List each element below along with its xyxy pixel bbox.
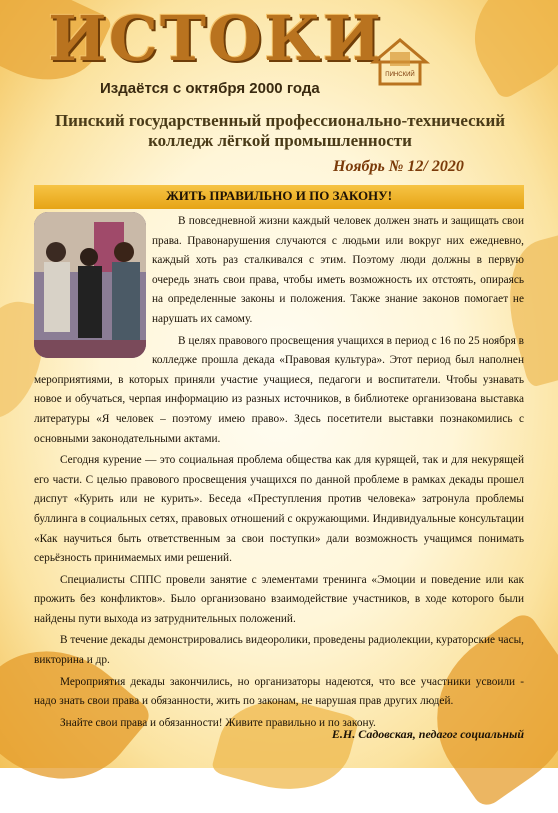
author-signature: Е.Н. Садовская, педагог социальный (331, 727, 524, 741)
college-name: Пинский государственный профессионально-технический колледж лёгкой промышленности (54, 111, 506, 150)
article-headline: ЖИТЬ ПРАВИЛЬНО И ПО ЗАКОНУ! (165, 188, 393, 203)
masthead-title: ИСТОКИ (48, 2, 384, 75)
paragraph: В целях правового просвещения учащихся в период с 16 по 25 ноября в колледже прошла декада «Правовая культура». Этот период был наполнен мероприятиями, в которых приняли участие учащиеся, педагоги и воспитатели. Чтобы узнавать новое и обучаться, черпая информацию из разных источников, в библиотеке организована выставка литературы «Я человек – поэтому имею право». Здесь посетители выставки познакомились с основными законодательными актами. (34, 334, 524, 445)
paragraph: Знайте свои права и обязанности! Живите правильно и по закону. (60, 716, 376, 729)
paragraph: Специалисты СППС провели занятие с элементами тренинга «Эмоции и поведение или как прожить без конфликтов». Было организовано взаимодействие участников, в ходе которого были найдены пути выхода из затруднительных положений. (34, 573, 524, 625)
paragraph: В течение декады демонстрировались видеоролики, проведены радиолекции, кураторские часы, викторина и др. (34, 634, 524, 667)
paragraph: Мероприятия декады закончились, но организаторы надеются, что все участники усвоили - надо знать свои права и обязанности, жить по законам, не нарушая прав других людей. (34, 675, 524, 708)
paragraph: В повседневной жизни каждый человек должен знать и защищать свои права. Правонарушения случаются с людьми или вокруг них ежедневно, каждый хоть раз сталкивался с этим. Поэтому люди должны в первую очередь знать свои права, чтобы иметь возможность их отстоять, опираясь на определенные законы и положения. Также знание законов помогает не нарушать их самому. (152, 215, 524, 325)
issue-number: Ноябрь № 12/ 2020 (333, 158, 464, 175)
college-logo (368, 34, 432, 90)
article-body (34, 212, 524, 735)
svg-text:ПИНСКИЙ: ПИНСКИЙ (385, 72, 415, 78)
paragraph: Сегодня курение — это социальная проблема общества как для курящей, так и для некурящей его части. С целью правового просвещения учащихся по данной проблеме в рамках декады прошел диспут «Курить или не курить». Беседа «Преступления против человека» затронула проблемы буллинга в социальных сетях, правовых отношений с окружающими. Индивидуальные консультации «Как научиться быть ответственным за свои поступки» дали возможность учащимся понимать серьёзность принимаемых ими решений. (34, 454, 524, 565)
since-text: Издаётся с октября 2000 года (100, 80, 320, 97)
